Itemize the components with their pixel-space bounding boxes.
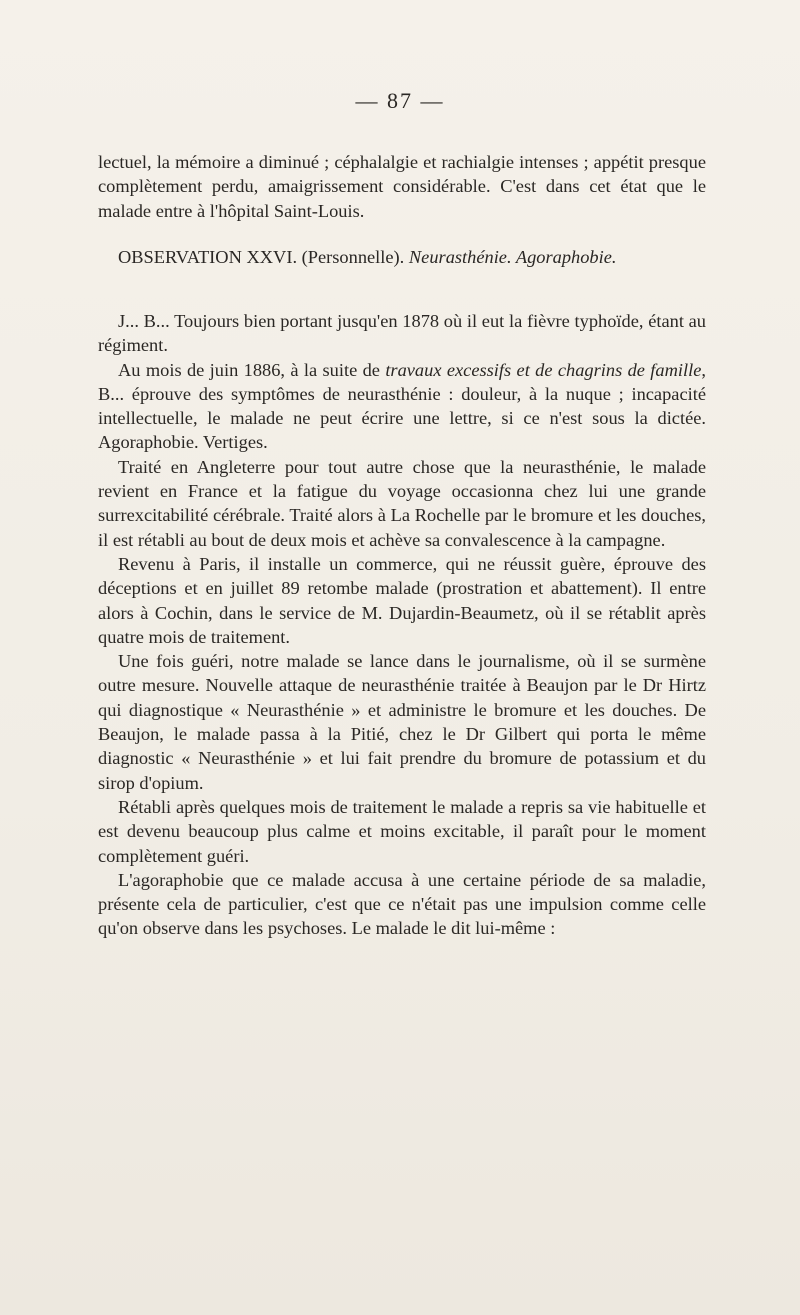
paragraph-7: L'agoraphobie que ce malade accusa à une certaine période de sa maladie, présente cela de particulier, c'est que ce n'était pas une impulsion comme celle qu'on observe dans les psychoses. Le malade le dit lui-même :: [98, 869, 706, 939]
paragraph-4: Revenu à Paris, il installe un commerce, qui ne réussit guère, éprouve des déceptions et en juillet 89 retombe malade (prostration et abattement). Il entre alors à Cochin, dans le service de M. Dujardin-Beaumetz, où il se rétablit après quatre mois de traitement.: [98, 553, 706, 647]
paragraph-2: Au mois de juin 1886, à la suite de travaux excessifs et de chagrins de famille, B... éprouve des symptômes de neurasthénie : douleur, à la nuque ; incapacité intellectuelle, le malade ne peut écrire une lettre, si ce n'est sous la dictée. Agoraphobie. Vertiges.: [98, 359, 706, 453]
paragraph-6: Rétabli après quelques mois de traitement le malade a repris sa vie habituelle et est devenu beaucoup plus calme et moins excitable, il paraît pour le moment complètement guéri.: [98, 796, 706, 866]
observation-heading: [118, 247, 738, 268]
page-number: — 87 —: [355, 88, 445, 113]
observation-body: [98, 309, 706, 941]
paragraph-5: Une fois guéri, notre malade se lance dans le journalisme, où il se surmène outre mesure. Nouvelle attaque de neurasthénie traitée à Beaujon par le Dr Hirtz qui diagnostique « Neurasthénie » et administre le bromure et les douches. De Beaujon, le malade passa à la Pitié, chez le Dr Gilbert qui porta le même diagnostic « Neurasthénie » et lui fait prendre du bromure de potassium et du sirop d'opium.: [98, 651, 706, 793]
paragraph-1: J... B... Toujours bien portant jusqu'en 1878 où il eut la fièvre typhoïde, étant au régiment.: [98, 311, 706, 356]
observation-subject: Neurasthénie. Agoraphobie.: [408, 247, 617, 267]
paragraph-3: Traité en Angleterre pour tout autre chose que la neurasthénie, le malade revient en France et la fatigue du voyage occasionna chez lui une grande surrexcitabilité cérébrale. Traité alors à La Rochelle par le bromure et les douches, il est rétabli au bout de deux mois et achève sa convalescence à la campagne.: [98, 456, 706, 550]
continuation-paragraph: [98, 150, 706, 223]
paragraph-2-emphasis: travaux excessifs et de chagrins de famille: [385, 359, 702, 380]
continuation-text: lectuel, la mémoire a diminué ; céphalalgie et rachialgie intenses ; appétit presque complètement perdu, amaigrissement considérable. C'est dans cet état que le malade entre à l'hôpital Saint-Louis.: [98, 152, 706, 221]
observation-label: OBSERVATION XXVI. (Personnelle).: [118, 247, 405, 267]
